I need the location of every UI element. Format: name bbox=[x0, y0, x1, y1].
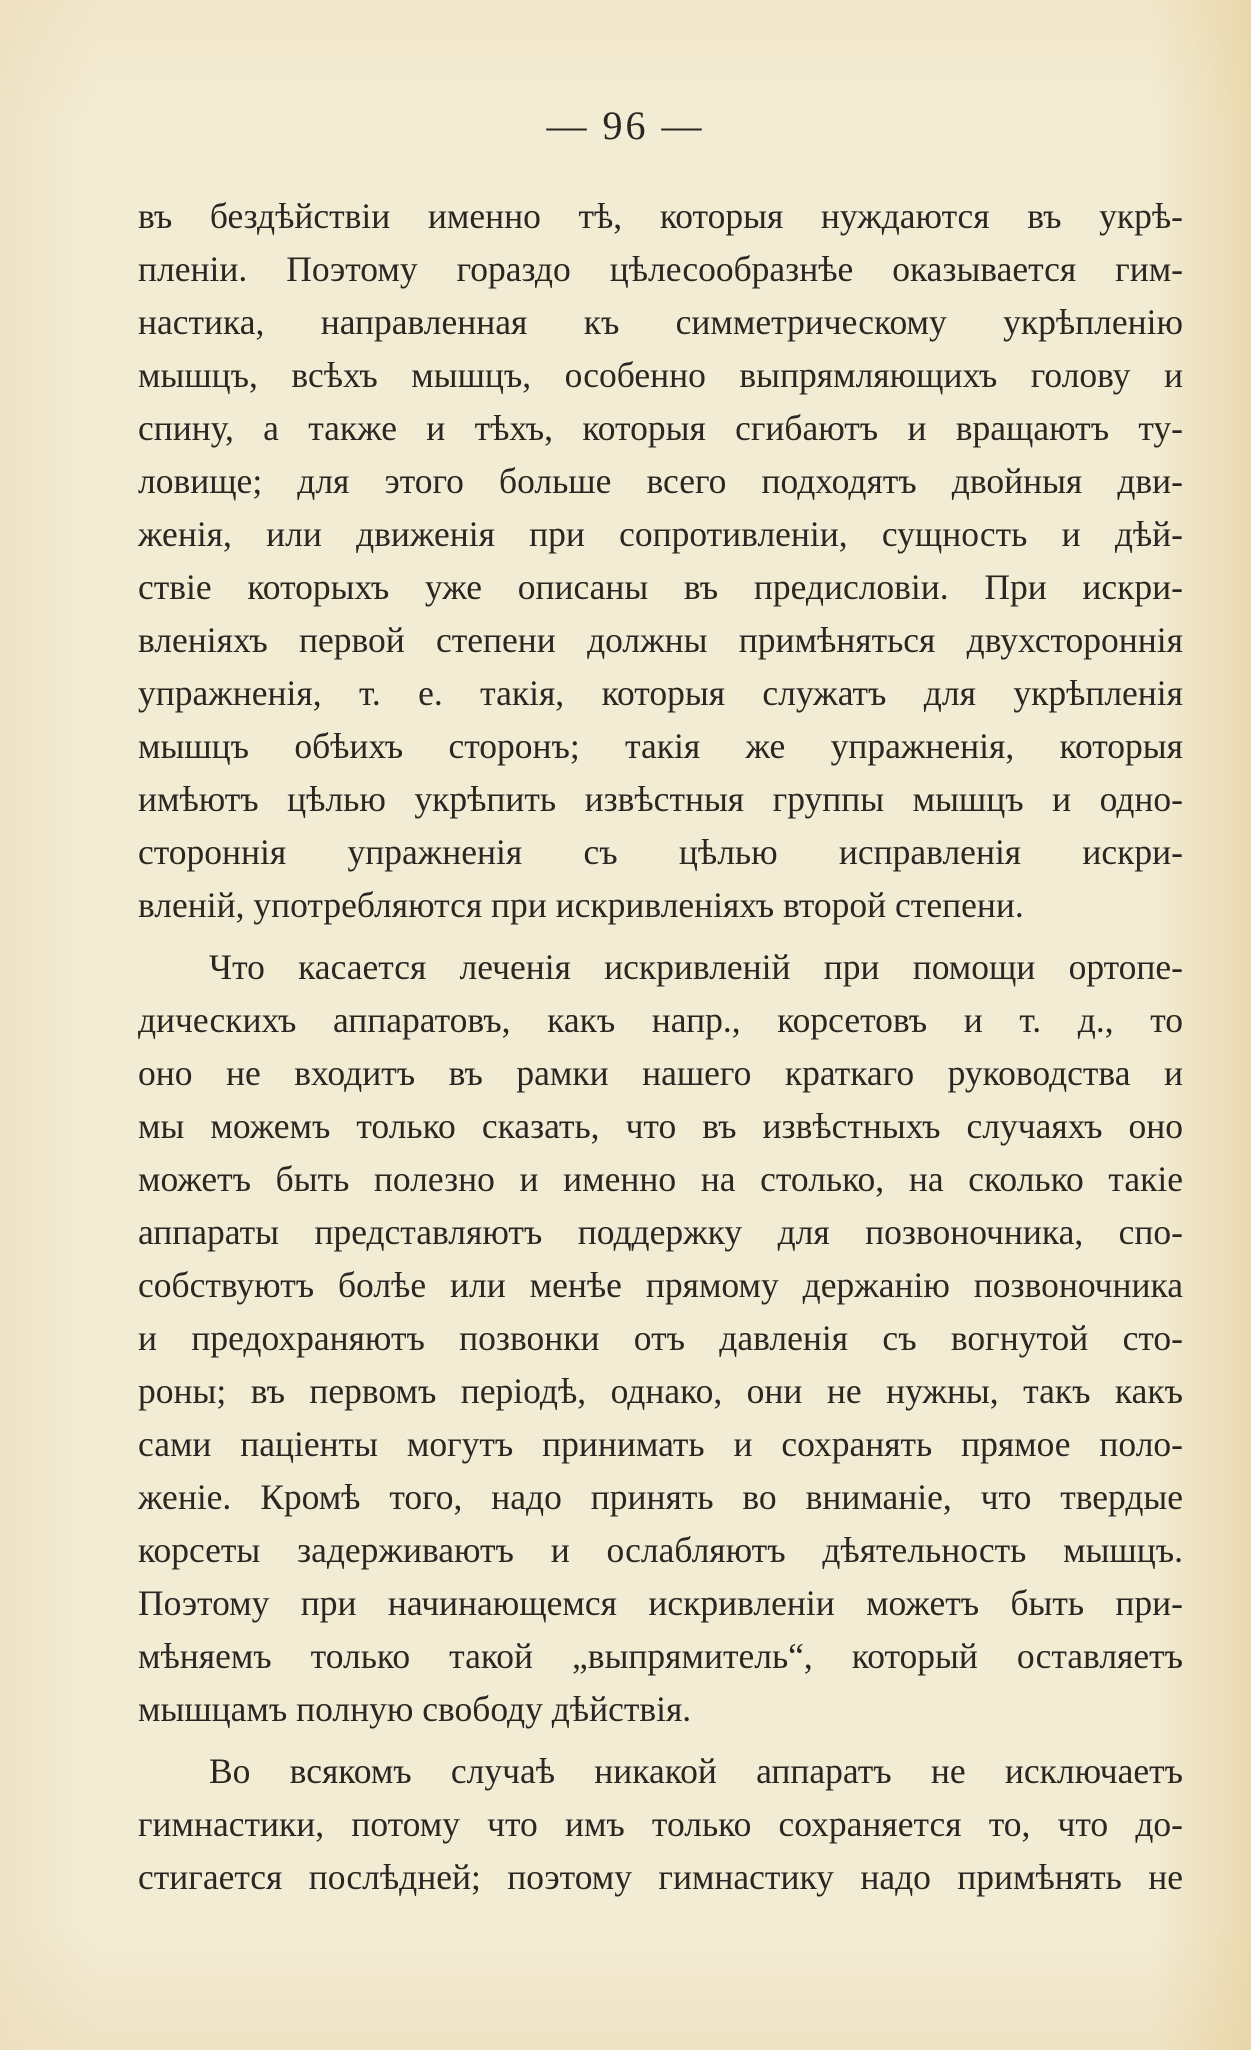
text-line: ловище; для этого больше всего подходятъ двойныя дви- bbox=[138, 461, 1183, 501]
text-line: сами паціенты могутъ принимать и сохранять прямое поло- bbox=[138, 1424, 1183, 1464]
text-line: Что касается леченія искривленій при помощи ортопе- bbox=[209, 947, 1183, 987]
text-line: спину, а также и тѣхъ, которыя сгибаютъ и вращаютъ ту- bbox=[138, 408, 1183, 448]
text-line: собствуютъ болѣе или менѣе прямому держанію позвоночника bbox=[138, 1265, 1183, 1305]
text-line: аппараты представляютъ поддержку для позвоночника, спо- bbox=[138, 1212, 1183, 1252]
text-line: женіе. Кромѣ того, надо принять во вниманіе, что твердые bbox=[138, 1477, 1183, 1517]
text-line: пленіи. Поэтому гораздо цѣлесообразнѣе оказывается гим- bbox=[138, 249, 1183, 289]
text-line: женія, или движенія при сопротивленіи, сущность и дѣй- bbox=[138, 514, 1183, 554]
text-line: оно не входитъ въ рамки нашего краткаго руководства и bbox=[138, 1053, 1183, 1093]
text-line: мышцъ, всѣхъ мышцъ, особенно выпрямляющихъ голову и bbox=[138, 355, 1183, 395]
body-text bbox=[138, 190, 1183, 1904]
text-line: вленій, употребляются при искривленіяхъ второй степени. bbox=[138, 885, 1024, 925]
text-line: мы можемъ только сказать, что въ извѣстныхъ случаяхъ оно bbox=[138, 1106, 1183, 1146]
text-line: стороннія упражненія съ цѣлью исправленія искри- bbox=[138, 832, 1183, 872]
paragraph-2 bbox=[138, 941, 1183, 1736]
text-line: можетъ быть полезно и именно на столько, на сколько такіе bbox=[138, 1159, 1183, 1199]
text-line: въ бездѣйствіи именно тѣ, которыя нуждаются въ укрѣ- bbox=[138, 196, 1183, 236]
paragraph-3 bbox=[138, 1745, 1183, 1904]
text-line: мышцамъ полную свободу дѣйствія. bbox=[138, 1689, 692, 1729]
text-line: имѣютъ цѣлью укрѣпить извѣстныя группы мышцъ и одно- bbox=[138, 779, 1183, 819]
text-line: мышцъ обѣихъ сторонъ; такія же упражненія, которыя bbox=[138, 726, 1183, 766]
text-line: стигается послѣдней; поэтому гимнастику надо примѣнять не bbox=[138, 1857, 1183, 1897]
paragraph-1 bbox=[138, 190, 1183, 932]
text-line: гимнастики, потому что имъ только сохраняется то, что до- bbox=[138, 1804, 1183, 1844]
text-line: Во всякомъ случаѣ никакой аппаратъ не исключаетъ bbox=[209, 1751, 1183, 1791]
text-line: и предохраняютъ позвонки отъ давленія съ вогнутой сто- bbox=[138, 1318, 1183, 1358]
text-line: настика, направленная къ симметрическому укрѣпленію bbox=[138, 302, 1183, 342]
page-number: — 96 — bbox=[546, 103, 705, 148]
text-line: роны; въ первомъ періодѣ, однако, они не нужны, такъ какъ bbox=[138, 1371, 1183, 1411]
text-line: вленіяхъ первой степени должны примѣняться двухстороннія bbox=[138, 620, 1183, 660]
text-line: ствіе которыхъ уже описаны въ предисловіи. При искри- bbox=[138, 567, 1183, 607]
text-line: Поэтому при начинающемся искривленіи можетъ быть при- bbox=[138, 1583, 1183, 1623]
text-line: корсеты задерживаютъ и ослабляютъ дѣятельность мышцъ. bbox=[138, 1530, 1183, 1570]
text-line: дическихъ аппаратовъ, какъ напр., корсетовъ и т. д., то bbox=[138, 1000, 1183, 1040]
text-line: упражненія, т. е. такія, которыя служатъ для укрѣпленія bbox=[138, 673, 1183, 713]
text-line: мѣняемъ только такой „выпрямитель“, который оставляетъ bbox=[138, 1636, 1183, 1676]
